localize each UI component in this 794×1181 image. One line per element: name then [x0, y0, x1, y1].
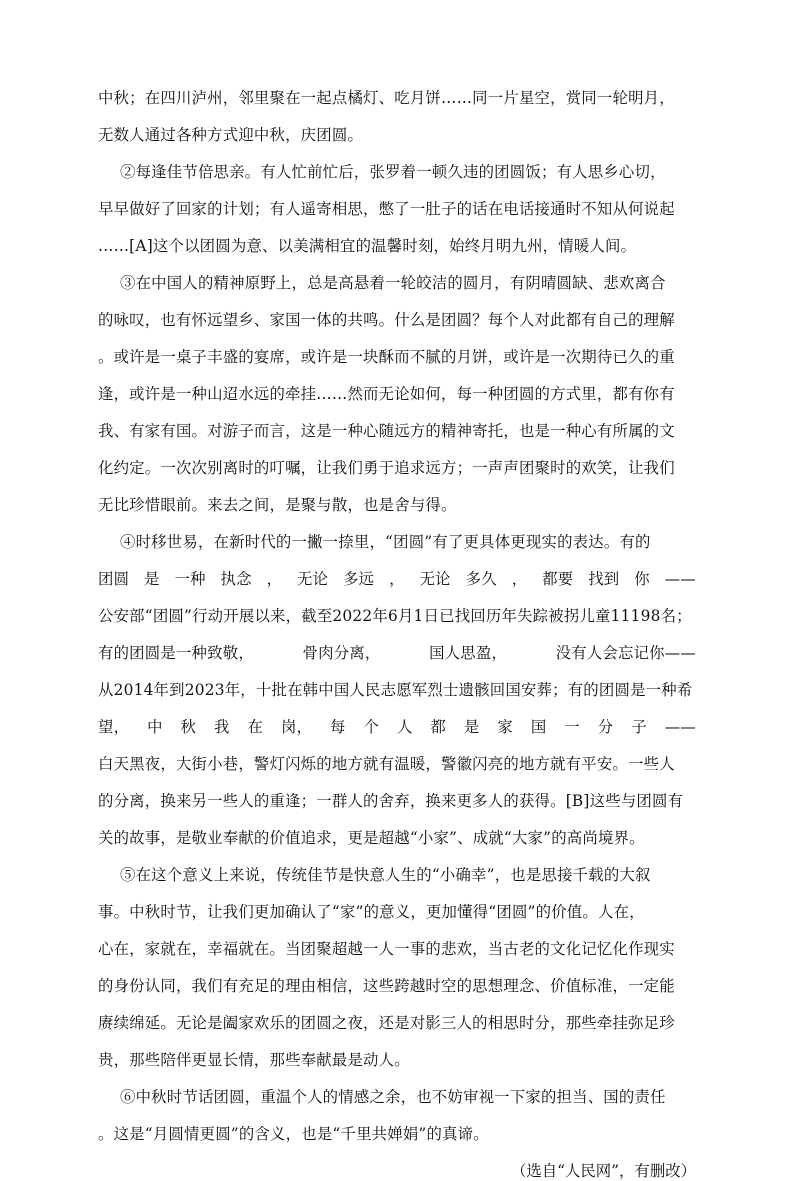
text-segment: ，: [511, 570, 528, 588]
text-line: 的身份认同，我们有充足的理由相信，这些跨越时空的思想理念、价值标准，一定能: [98, 977, 675, 995]
text-segment: ，: [266, 570, 283, 588]
text-line: 从2014年到2023年，十批在韩中国人民志愿军烈士遗骸回国安葬；有的团圆是一种希: [98, 681, 693, 699]
text-segment: 一种: [174, 570, 206, 588]
text-line: 事。中秋时节，让我们更加确认了“家”的意义，更加懂得“团圆”的价值。人在，: [98, 903, 645, 921]
text-line: 贵，那些陪伴更显长情，那些奉献最是动人。: [98, 1051, 410, 1069]
text-segment: 多久: [465, 570, 497, 588]
text-segment: ——: [664, 570, 696, 588]
text-segment: 一: [564, 718, 580, 736]
text-segment: 无论: [419, 570, 451, 588]
text-segment: 执念: [220, 570, 252, 588]
text-segment: 子: [631, 718, 647, 736]
text-line: 无比珍惜眼前。来去之间，是聚与散，也是舍与得。: [98, 496, 457, 514]
text-segment: 多远: [343, 570, 375, 588]
text-segment: 秋: [180, 718, 197, 736]
text-segment: 国人思盈，: [429, 644, 508, 662]
text-segment: 都要: [542, 570, 574, 588]
text-segment: 每: [330, 718, 346, 736]
text-segment: 是: [144, 570, 160, 588]
text-segment: 望，: [98, 718, 130, 736]
text-line: 赓续绵延。无论是阖家欢乐的团圆之夜，还是对影三人的相思时分，那些牵挂弥足珍: [98, 1014, 675, 1032]
text-line: 。这是“月圆情更圆”的含义，也是“千里共婵娟”的真谛。: [98, 1125, 489, 1143]
paragraph-2-start: ②每逢佳节倍思亲。有人忙前忙后，张罗着一顿久违的团圆饭；有人思乡心切，: [120, 163, 666, 181]
justified-line: [98, 717, 696, 737]
text-segment: 个: [363, 718, 380, 736]
text-line: 白天黑夜，大街小巷，警灯闪烁的地方就有温暖，警徽闪亮的地方就有平安。一些人: [98, 755, 675, 773]
text-segment: 是: [463, 718, 480, 736]
paragraph-4-start: ④时移世易，在新时代的一撇一捺里，“团圆”有了更具体更现实的表达。有的: [120, 533, 651, 551]
text-line: 心在，家就在，幸福就在。当团聚超越一人一事的悲欢，当古老的文化记忆化作现实: [98, 940, 675, 958]
text-segment: 中: [147, 718, 163, 736]
text-segment: 岗，: [280, 718, 313, 736]
text-segment: 在: [247, 718, 264, 736]
text-line: 早早做好了回家的计划；有人遥寄相思，憋了一肚子的话在电话接通时不知从何说起: [98, 200, 675, 218]
text-segment: ——: [664, 718, 696, 736]
text-line: 的咏叹，也有怀远望乡、家国一体的共鸣。什么是团圆？每个人对此都有自己的理解: [98, 311, 675, 329]
text-line: 公安部“团圆”行动开展以来，截至2022年6月1日已找回历年失踪被拐儿童11198名；: [98, 607, 692, 625]
text-segment: 我: [214, 718, 230, 736]
text-line: 。或许是一桌子丰盛的宴席，或许是一块酥而不腻的月饼，或许是一次期待已久的重: [98, 348, 675, 366]
text-segment: 没有人会忘记你——: [555, 644, 696, 662]
text-line: 我、有家有国。对游子而言，这是一种心随远方的精神寄托，也是一种心有所属的文: [98, 422, 675, 440]
text-line: 逢，或许是一种山迢水远的牵挂……然而无论如何，每一种团圆的方式里，都有你有: [98, 385, 675, 403]
text-segment: 人: [396, 718, 413, 736]
text-segment: 有的团圆是一种致敬，: [98, 644, 254, 662]
text-line: 无数人通过各种方式迎中秋，庆团圆。: [98, 126, 364, 144]
paragraph-3-start: ③在中国人的精神原野上，总是高悬着一轮皎洁的圆月，有阴晴圆缺、悲欢离合: [120, 274, 666, 292]
text-segment: 国: [530, 718, 547, 736]
text-segment: 你: [634, 570, 650, 588]
source-citation: （选自“人民网”，有删改）: [510, 1162, 696, 1180]
justified-line: [98, 643, 696, 663]
text-segment: 家: [497, 718, 513, 736]
paragraph-5-start: ⑤在这个意义上来说，传统佳节是快意人生的“小确幸”，也是思接千载的大叙: [120, 866, 651, 884]
text-segment: 分: [597, 718, 614, 736]
text-line: ……[A]这个以团圆为意、以美满相宜的温馨时刻，始终月明九州，情暖人间。: [98, 237, 637, 255]
text-segment: 团圆: [98, 570, 130, 588]
text-line: 关的故事，是敬业奉献的价值追求，更是超越“小家”、成就“大家”的高尚境界。: [98, 829, 645, 847]
text-line: 化约定。一次次别离时的叮嘱，让我们勇于追求远方；一声声团聚时的欢笑，让我们: [98, 459, 675, 477]
text-segment: 找到: [588, 570, 620, 588]
justified-line: [98, 569, 696, 589]
text-segment: ，: [389, 570, 405, 588]
text-line: 的分离，换来另一些人的重逢；一群人的舍弃，换来更多人的获得。[B]这些与团圆有: [98, 792, 684, 810]
text-line: 中秋；在四川泸州，邻里聚在一起点橘灯、吃月饼……同一片星空，赏同一轮明月，: [98, 89, 675, 107]
text-segment: 骨肉分离，: [302, 644, 381, 662]
text-segment: 都: [430, 718, 446, 736]
text-segment: 无论: [297, 570, 329, 588]
paragraph-6-start: ⑥中秋时节话团圆，重温个人的情感之余，也不妨审视一下家的担当、国的责任: [120, 1088, 666, 1106]
